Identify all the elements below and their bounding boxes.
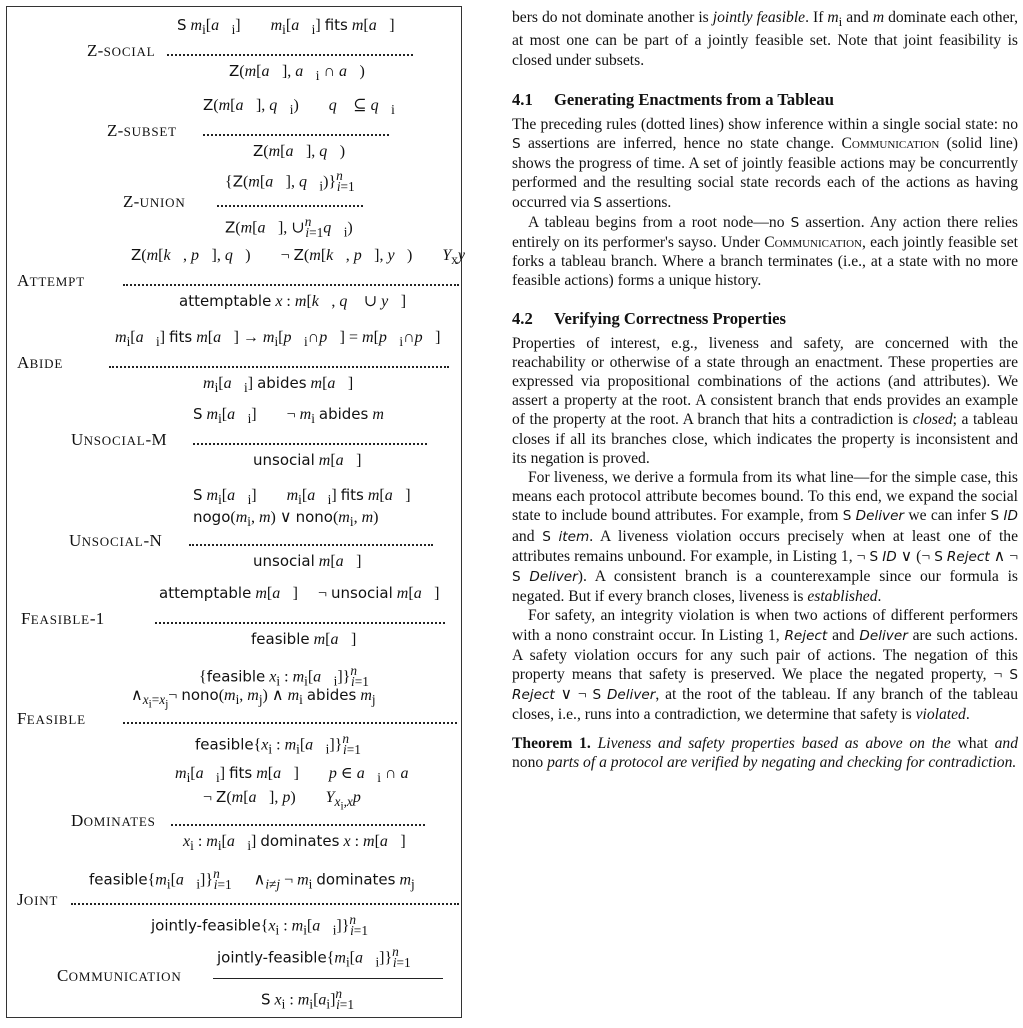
rule-conclusion: $x_i$ : $m_i[a⃗_i]$ dominates x : m[a⃗] [183,832,406,854]
rule-premises: $feasible\{m_i[a⃗_i]\}^n_{i=1}$ $\wedge_{i\ne j}$ ¬ $m_i$ dominates $m_j$ [89,866,415,892]
solid-line [213,978,443,979]
rule-conclusion: feasible m[a⃗] [251,630,357,648]
rule-premises: attemptable m[a⃗] ¬ unsocial m[a⃗] [159,584,440,602]
theorem-label: Theorem 1. [512,734,591,752]
rule-name: ABIDE [17,353,64,372]
dotted-line [171,824,425,826]
sec42-paragraph-3: For safety, an integrity violation is when two actions of different performers with a nono constraint occur. In Listing 1, Reject and Deliver are such actions. A safety violation occurs for any such pair of actions. The negation of this property means that safety is preserved. We place the negated property, ¬ S Reject ∨ ¬ S Deliver, at the root of the tableau. If any branch of the tableau closes, i.e., runs into a contradiction, we determine that safety is violated. [512,607,1018,724]
rule-premises-line2: $\wedge_{x_i=x_j}\neg$ $nono(m_i$, $m_j$) ∧ $m_i$ abides $m_j$ [131,686,376,711]
rule-name: JOINT [17,890,59,909]
section-number: 4.2 [512,308,533,328]
section-4-1-heading [512,89,1018,111]
dotted-line [167,54,413,56]
dotted-line [189,544,433,546]
rule-name: ATTEMPT [17,271,85,290]
rule-conclusion: Z(m[a⃗], $a⃗_i$ ∩ a⃗) [229,62,365,84]
inference-rules-box [6,6,478,1018]
dotted-line [203,134,389,136]
rule-premises-line2: $nogo(m_i$, m) ∨ $nono(m_i$, m) [193,508,379,530]
dotted-line [71,903,459,905]
section-number: 4.1 [512,89,533,109]
rule-name: Z-SUBSET [107,121,177,140]
rule-name: FEASIBLE-1 [21,609,105,628]
rule-premises: $m_i[a⃗_i]$ fits m[a⃗] p ∈ $a⃗_i$ ∩ a⃗ [175,764,421,786]
section-title: Verifying Correctness Properties [554,308,786,328]
intro-paragraph: bers do not dominate another is jointly feasible. If $m_i$ and m dominate each other, at most one can be part of a jointly feasible set. Note that joint feasibility is closed under subsets. [512,9,1018,69]
rule-name: Z-SOCIAL [87,41,156,60]
sec41-paragraph-1: The preceding rules (dotted lines) show inference within a single social state: no S assertions are inferred, hence no state change. Communication (solid line) shows the progress of time. A set of jointly feasible actions may be concurrently performed and the resulting social state records each of the actions as having occurred via S assertions. [512,115,1018,211]
dotted-line [123,722,457,724]
rule-name: UNSOCIAL-M [71,430,167,449]
rule-name: Z-UNION [123,192,186,211]
dotted-line [109,366,449,368]
rule-premises: {feasible $x_i$ : $m_i[a⃗_i]\}^n_{i=1}$ [199,663,369,689]
rule-premises: S $m_i[a⃗_i]$ $m_i[a⃗_i]$ fits m[a⃗] [177,16,395,38]
rule-premises: S $m_i[a⃗_i]$ $m_i[a⃗_i]$ fits m[a⃗] [193,486,411,508]
rule-conclusion: $feasible\{x_i$ : $m_i[a⃗_i]\}^n_{i=1}$ [195,731,361,757]
rule-conclusion: $m_i[a⃗_i]$ abides m[a⃗] [203,374,354,396]
body-text-column [512,8,1018,772]
sec42-paragraph-2: For liveness, we derive a formula from its what line—for the simple case, this means each protocol attribute becomes bound. To this end, we expand the social state to include bound attributes. For example, from S Deliver we can infer S ID and S item. A liveness violation occurs precisely when at least one of the attributes remains unbound. For example, in Listing 1, ¬ S ID ∨ (¬ S Reject ∧ ¬ S Deliver). A consistent branch is a counterexample since our formula is negated. But if every branch closes, liveness is established. [512,468,1018,606]
rule-name: UNSOCIAL-N [69,531,163,550]
rule-name: DOMINATES [71,811,156,830]
rule-conclusion: S $x_i$ : $m_i[a_i]^n_{i=1}$ [261,986,354,1012]
dotted-line [217,205,363,207]
rule-premises: jointly-$feasible\{m_i[a⃗_i]\}^n_{i=1}$ [217,944,411,970]
sec42-paragraph-1: Properties of interest, e.g., liveness and safety, are concerned with the reachability or otherwise of a state through an enactment. These properties are expressed via propositional combinations of the actions (and attributes). We assert a property at the root. A consistent branch that ends provides an example of the property at the root. A branch that hits a contradiction is closed; a tableau closes if all its branches close, which indicates the property is inconsistent and its negation is proved. [512,334,1018,467]
rule-premises: {Z(m[a⃗], $q⃗_i)\}^n_{i=1}$ [225,168,355,194]
sec41-paragraph-2: A tableau begins from a root node—no S assertion. Any action there relies entirely on its performer's sayso. Under Communication, each jointly feasible set forks a tableau branch. Where a branch terminates (i.e., at a state with no more feasible actions) forms a unique history. [512,213,1018,290]
rule-premises-line2: ¬ Z(m[a⃗], p) $Y_{x_i,x}p$ [203,788,361,813]
rule-conclusion: Z(m[a⃗], $\cup^n_{i=1}q⃗_i$) [225,214,353,240]
rule-premises: S $m_i[a⃗_i]$ ¬ $m_i$ abides m [193,405,384,427]
dotted-line [193,443,427,445]
dotted-line [123,284,459,286]
rule-conclusion: unsocial m[a⃗] [253,451,362,469]
rule-name: FEASIBLE [17,709,86,728]
theorem-1: Theorem 1. Liveness and safety properties based as above on the what and nono parts of a protocol are verified by negating and checking for contradiction. [512,734,1019,771]
rule-premises: Z(m[k⃗, p⃗], q⃗) ¬ Z(m[k⃗, p⃗], y⃗) $Y_xy⃗$ [131,246,478,268]
rule-conclusion: unsocial m[a⃗] [253,552,362,570]
rule-premises: $m_i[a⃗_i]$ fits m[a⃗] → $m_i[p⃗_i\cap p⃗]$ = $m[p⃗_i\cap p⃗]$ [115,328,441,350]
rule-conclusion: Z(m[a⃗], q⃗) [253,142,346,160]
rule-conclusion: jointly-$feasible\{x_i$ : $m_i[a⃗_i]\}^n_{i=1}$ [151,912,368,938]
rule-premises: Z(m[a⃗], $q⃗_i$) q⃗ ⊆ $q⃗_i$ [203,96,395,118]
section-4-2-heading [512,308,1018,330]
section-title: Generating Enactments from a Tableau [554,89,834,109]
rule-name: COMMUNICATION [57,966,182,985]
dotted-line [155,622,445,624]
rule-conclusion: attemptable x : m[k⃗, q⃗ ∪ y⃗] [179,292,407,310]
